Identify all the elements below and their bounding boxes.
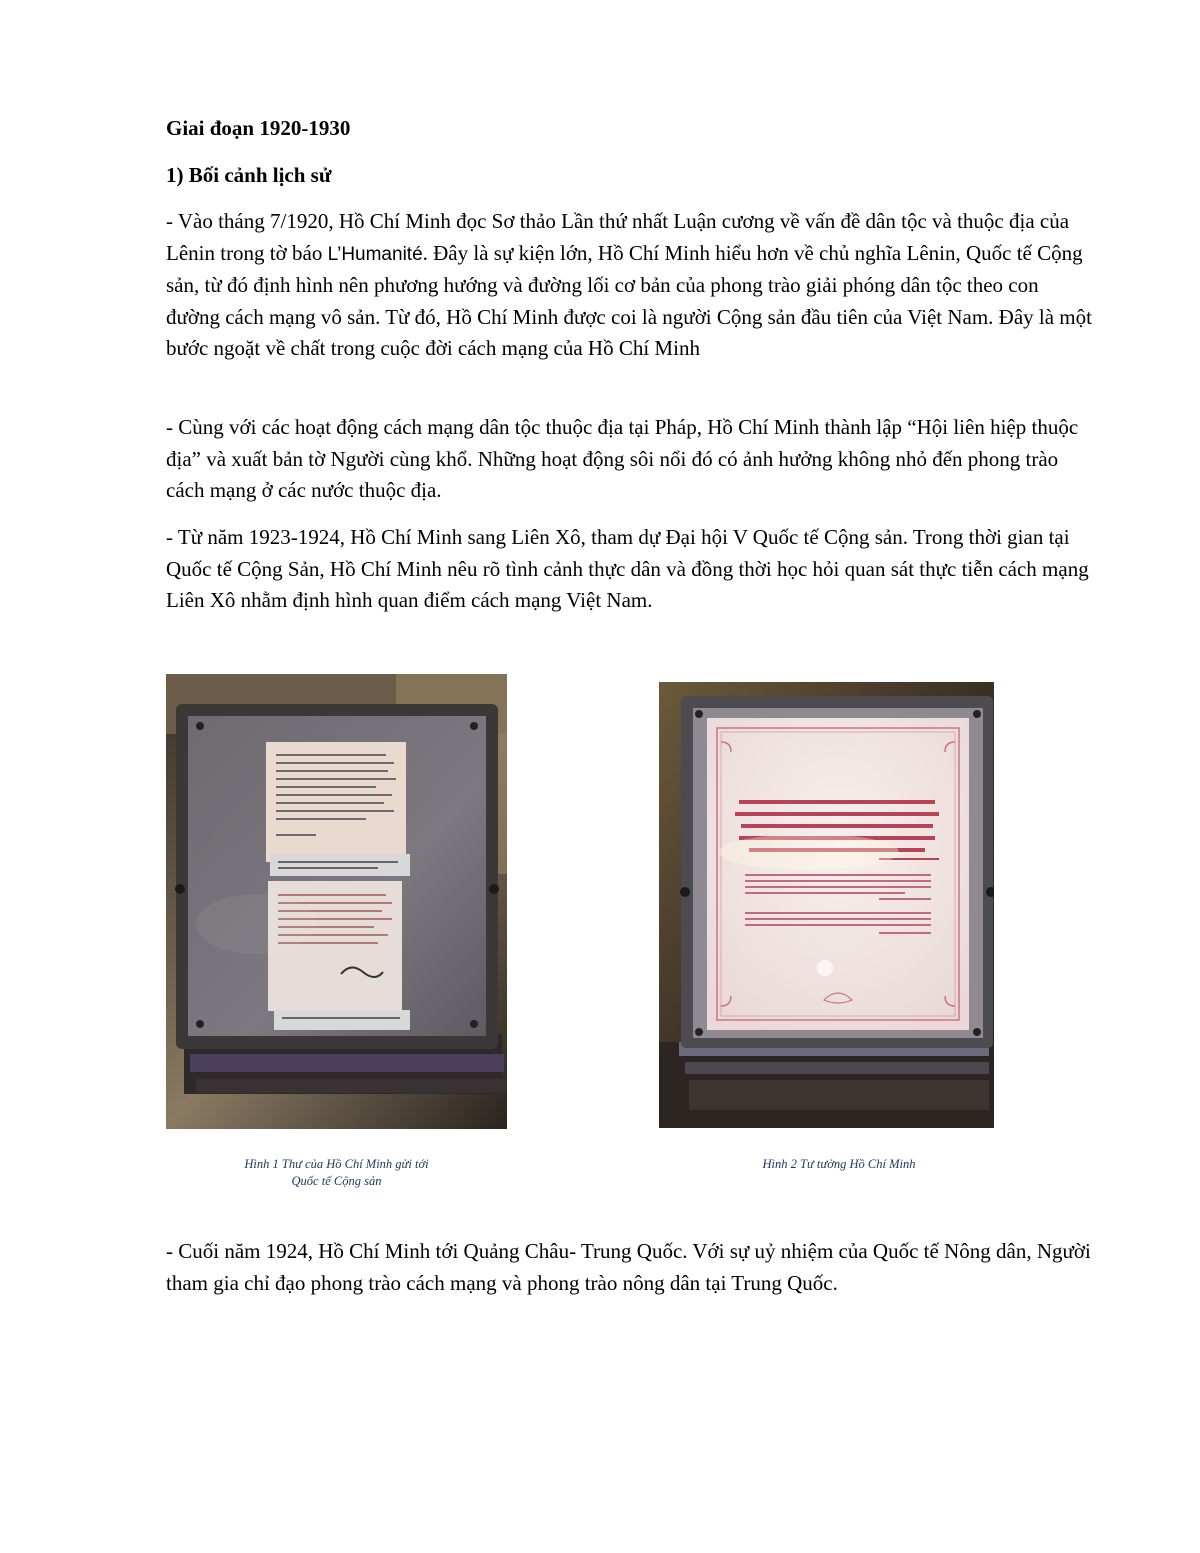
page-heading: Giai đoạn 1920-1930 <box>166 116 351 140</box>
figure-1-caption-line2: Quốc tế Cộng sản <box>291 1174 382 1188</box>
paragraph-1-after: . Đây là sự kiện lớn, Hồ Chí Minh hiểu hơn về chủ nghĩa Lênin, Quốc tế Cộng sản, từ đó định hình nên phương hướng và đường lối cơ bản của phong trào giải phóng dân tộc theo con đường cách mạng vô sản. Từ đó, Hồ Chí Minh được coi là người Cộng sản đầu tiên của Việt Nam. Đây là một bước ngoặt về chất trong cuộc đời cách mạng của Hồ Chí Minh <box>166 240 1092 360</box>
figure-1-caption-line1: Hình 1 Thư của Hồ Chí Minh gửi tới <box>244 1157 429 1171</box>
paragraph-2: - Cùng với các hoạt động cách mạng dân tộc thuộc địa tại Pháp, Hồ Chí Minh thành lập “Hội liên hiệp thuộc địa” và xuất bản tờ Người cùng khổ. Những hoạt động sôi nổi đó có ảnh hưởng không nhỏ đến phong trào cách mạng ở các nước thuộc địa. <box>166 415 1079 502</box>
figure-2-photo <box>659 682 994 1128</box>
figure-1-photo <box>166 674 507 1129</box>
section-title: 1) Bối cảnh lịch sử <box>166 163 332 187</box>
newspaper-name: L’Humanité <box>327 243 423 265</box>
paragraph-1 <box>166 206 1096 365</box>
figure-2-caption: Hình 2 Tư tưởng Hồ Chí Minh <box>762 1157 916 1171</box>
paragraph-4: - Cuối năm 1924, Hồ Chí Minh tới Quảng Châu- Trung Quốc. Với sự uỷ nhiệm của Quốc tế Nông dân, Người tham gia chỉ đạo phong trào cách mạng và phong trào nông dân tại Trung Quốc. <box>166 1239 1091 1295</box>
figure-1-caption <box>166 1156 507 1190</box>
paragraph-1-before: - Vào tháng 7/1920, Hồ Chí Minh đọc Sơ thảo Lần thứ nhất Luận cương về vấn đề dân tộc và thuộc địa của Lênin trong tờ báo <box>166 209 1070 265</box>
paragraph-3: - Từ năm 1923-1924, Hồ Chí Minh sang Liên Xô, tham dự Đại hội V Quốc tế Cộng sản. Trong thời gian tại Quốc tế Cộng Sản, Hồ Chí Minh nêu rõ tình cảnh thực dân và đồng thời học hỏi quan sát thực tiễn cách mạng Liên Xô nhằm định hình quan điểm cách mạng Việt Nam. <box>166 525 1089 612</box>
